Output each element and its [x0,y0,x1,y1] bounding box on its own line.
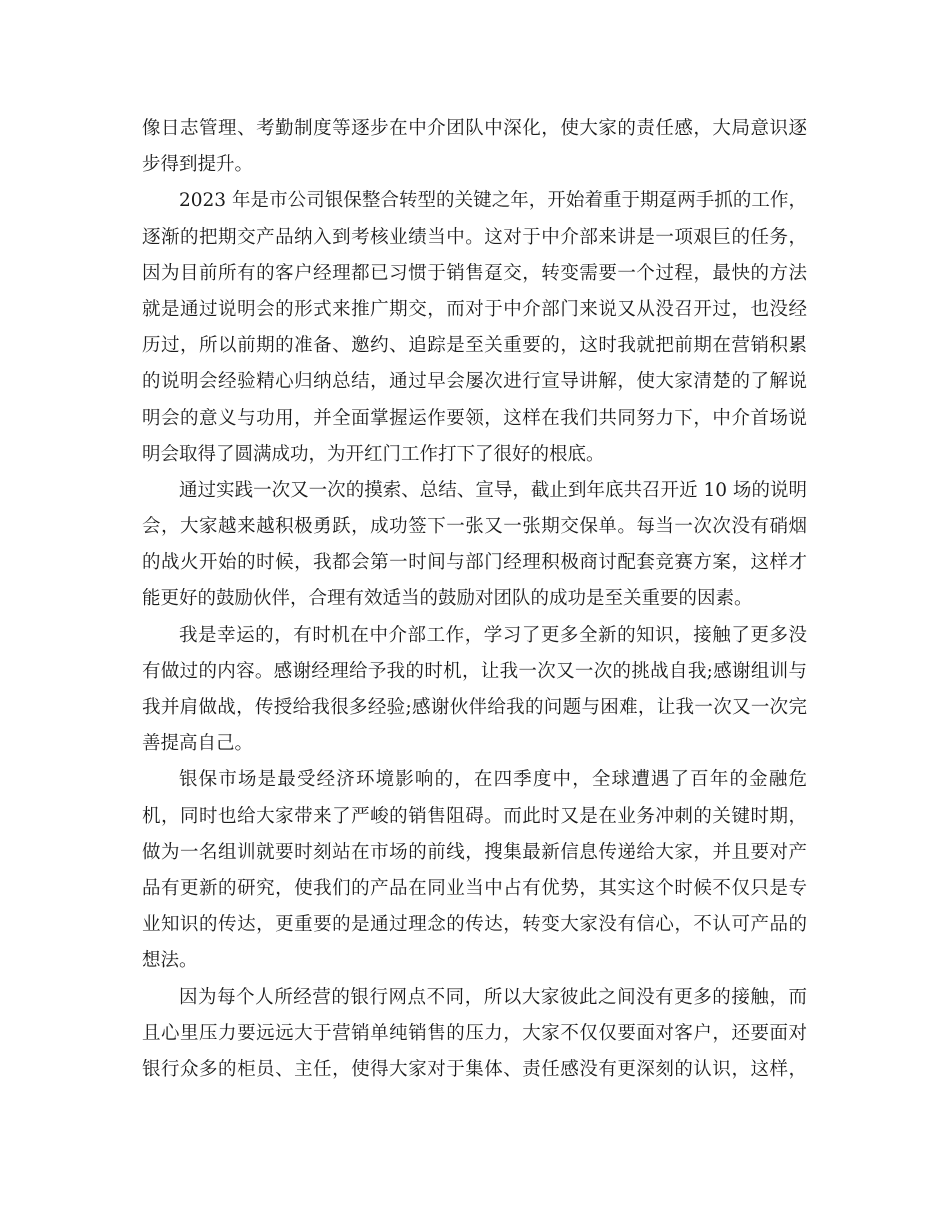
text-line: 能更好的鼓励伙伴，合理有效适当的鼓励对团队的成功是至关重要的因素。 [142,588,753,610]
text-line: 步得到提升。 [142,154,254,176]
text-line: 且心里压力要远远大于营销单纯销售的压力，大家不仅仅要面对客户，还要面对 [142,1022,807,1044]
text-line: 善提高自己。 [142,733,254,755]
text-line: 明会取得了圆满成功，为开红门工作打下了很好的根底。 [142,443,605,465]
text-line: 银保市场是最受经济环境影响的，在四季度中，全球遭遇了百年的金融危 [179,769,807,791]
text-line: 银行众多的柜员、主任，使得大家对于集体、责任感没有更深刻的认识，这样， [142,1058,807,1080]
paragraph [142,183,807,473]
text-line: 明会的意义与功用，并全面掌握运作要领，这样在我们共同努力下，中介首场说 [142,407,807,429]
text-line: 业知识的传达，更重要的是通过理念的传达，转变大家没有信心，不认可产品的 [142,914,807,936]
text-line: 因为每个人所经营的银行网点不同，所以大家彼此之间没有更多的接触，而 [179,986,807,1008]
text-line: 因为目前所有的客户经理都已习惯于销售趸交，转变需要一个过程，最快的方法 [142,262,807,284]
text-line: 机，同时也给大家带来了严峻的销售阻碍。而此时又是在业务冲刺的关键时期， [142,805,807,827]
text-line: 2023 年是市公司银保整合转型的关键之年，开始着重于期趸两手抓的工作， [179,190,807,212]
text-line: 的说明会经验精心归纳总结，通过早会屡次进行宣导讲解，使大家清楚的了解说 [142,371,807,393]
text-line: 我并肩做战，传授给我很多经验;感谢伙伴给我的问题与困难，让我一次又一次完 [142,697,807,718]
text-line: 历过，所以前期的准备、邀约、追踪是至关重要的，这时我就把前期在营销积累 [142,335,807,357]
text-line: 有做过的内容。感谢经理给予我的时机，让我一次又一次的挑战自我;感谢组训与 [142,660,807,682]
paragraph [142,473,807,618]
text-line: 品有更新的研究，使我们的产品在同业当中占有优势，其实这个时候不仅只是专 [142,877,807,899]
text-line: 逐渐的把期交产品纳入到考核业绩当中。这对于中介部来讲是一项艰巨的任务， [142,226,807,248]
text-line: 通过实践一次又一次的摸索、总结、宣导，截止到年底共召开近 10 场的说明 [179,479,807,501]
text-line: 会，大家越来越积极勇跃，成功签下一张又一张期交保单。每当一次次没有硝烟 [142,516,807,538]
document-body [142,111,807,1088]
text-line: 像日志管理、考勤制度等逐步在中介团队中深化，使大家的责任感，大局意识逐 [142,118,807,139]
paragraph [142,618,807,763]
paragraph [142,111,807,183]
paragraph [142,762,807,979]
paragraph [142,980,807,1089]
text-line: 做为一名组训就要时刻站在市场的前线，搜集最新信息传递给大家，并且要对产 [142,841,807,863]
text-line: 的战火开始的时候，我都会第一时间与部门经理积极商讨配套竞赛方案，这样才 [142,552,807,574]
text-line: 想法。 [142,950,198,972]
text-line: 就是通过说明会的形式来推广期交，而对于中介部门来说又从没召开过，也没经 [142,298,807,320]
text-line: 我是幸运的，有时机在中介部工作，学习了更多全新的知识，接触了更多没 [179,624,807,646]
